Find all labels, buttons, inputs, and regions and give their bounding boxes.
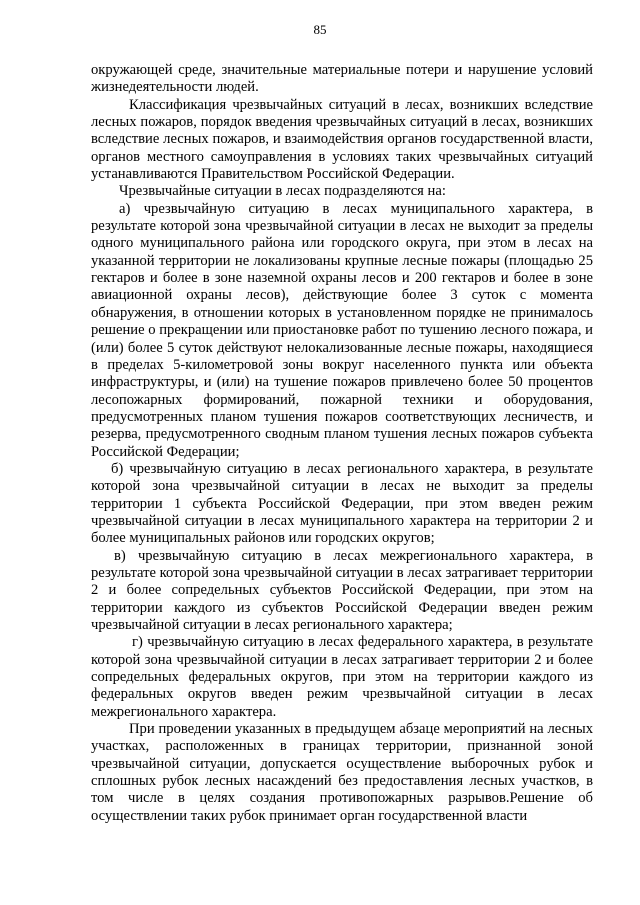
document-body bbox=[91, 62, 593, 825]
list-item-a: а) чрезвычайную ситуацию в лесах муниципального характера, в результате которой зона чрезвычайной ситуации в лесах не выходит за пределы одного муниципального района или городского округа, при этом в лесах на указанной территории не локализованы крупные лесные пожары (площадью 25 гектаров и более в зоне наземной охраны лесов и 200 гектаров и более в зоне авиационной охраны лесов), действующие более 3 суток с момента обнаружения, в отношении которых в установленном порядке не принималось решение о прекращении или приостановке работ по тушению лесного пожара, и (или) более 5 суток действуют нелокализованные лесные пожары, находящиеся в пределах 5-километровой зоны вокруг населенного пункта или объекта инфраструктуры, и (или) на тушение пожаров привлечено более 50 процентов лесопожарных формирований, пожарной техники и оборудования, предусмотренных планом тушения пожаров соответствующих лесничеств, и резерва, предусмотренного сводным планом тушения лесных пожаров субъекта Российской Федерации; bbox=[91, 200, 593, 460]
list-item-v: в) чрезвычайную ситуацию в лесах межрегионального характера, в результате которой зона чрезвычайной ситуации в лесах затрагивает территории 2 и более сопредельных субъектов Российской Федерации, при этом на территории каждого из субъектов Российской Федерации введен режим чрезвычайной ситуации в лесах регионального характера; bbox=[91, 547, 593, 633]
paragraph-subdivision-intro: Чрезвычайные ситуации в лесах подразделяются на: bbox=[119, 183, 446, 200]
list-item-g: г) чрезвычайную ситуацию в лесах федерального характера, в результате которой зона чрезвычайной ситуации в лесах затрагивает территории 2 и более сопредельных федеральных округов, при этом на территории каждого из федеральных округов введен режим чрезвычайной ситуации в лесах межрегионального характера. bbox=[91, 634, 593, 720]
paragraph-continuation: окружающей среде, значительные материальные потери и нарушение условий жизнедеятельности людей. bbox=[91, 62, 593, 96]
list-item-b: б) чрезвычайную ситуацию в лесах регионального характера, в результате которой зона чрезвычайной ситуации в лесах не выходит за пределы территории 1 субъекта Российской Федерации, при этом введен режим чрезвычайной ситуации в лесах муниципального характера на территории 2 и более муниципальных районов или городских округов; bbox=[91, 460, 593, 547]
paragraph-classification: Классификация чрезвычайных ситуаций в лесах, возникших вследствие лесных пожаров, порядок введения чрезвычайных ситуаций в лесах, возникших вследствие лесных пожаров, и взаимодействия органов государственной власти, органов местного самоуправления в условиях таких чрезвычайных ситуаций устанавливаются Правительством Российской Федерации. bbox=[91, 96, 593, 183]
paragraph-felling: При проведении указанных в предыдущем абзаце мероприятий на лесных участках, расположенных в границах территории, признанной зоной чрезвычайной ситуации, допускается осуществление выборочных рубок и сплошных рубок лесных насаждений без предоставления лесных участков, в том числе в целях создания противопожарных разрывов.Решение об осуществлении таких рубок принимает орган государственной власти bbox=[91, 721, 593, 824]
page-number: 85 bbox=[313, 22, 327, 37]
